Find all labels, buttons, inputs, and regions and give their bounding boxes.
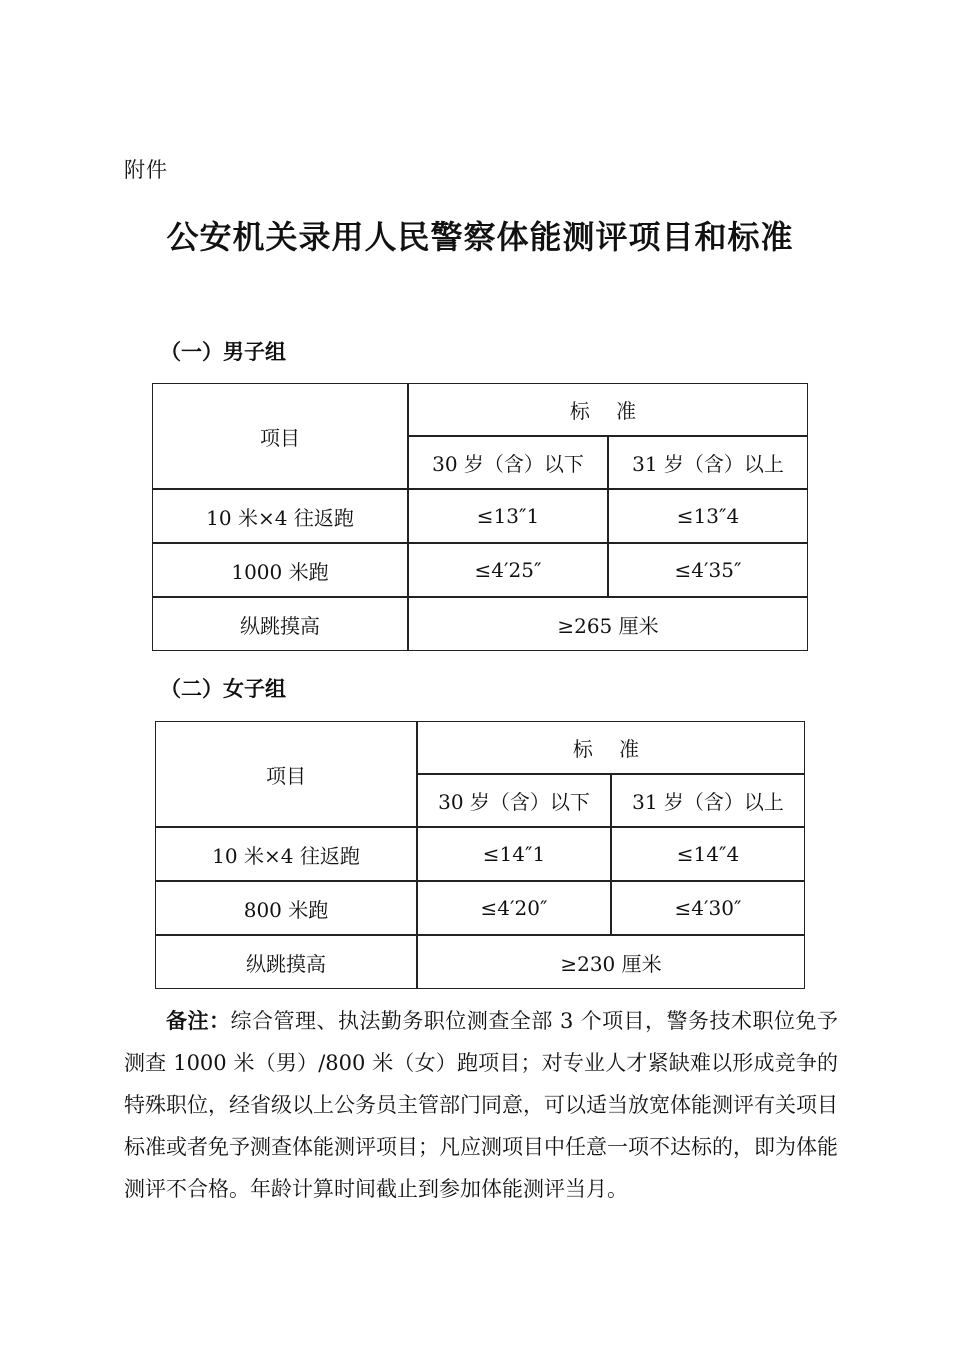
header-item: 项目 (155, 721, 417, 827)
table-row (155, 881, 805, 935)
header-standard: 标 准 (417, 721, 805, 774)
row-item: 纵跳摸高 (152, 597, 408, 651)
row-over: ≤4′35″ (608, 543, 808, 597)
page-title: 公安机关录用人民警察体能测评项目和标准 (166, 218, 794, 256)
row-under: ≤14″1 (417, 827, 611, 881)
row-over: ≤4′30″ (611, 881, 805, 935)
row-under: ≤4′20″ (417, 881, 611, 935)
note-text: 综合管理、执法勤务职位测查全部 3 个项目，警务技术职位免予测查 1000 米（男）/800 米（女）跑项目；对专业人才紧缺难以形成竞争的特殊职位，经省级以上公务员主管部门同意，可以适当放宽体能测评有关项目标准或者免予测查体能测评项目；凡应测项目中任意一项不达标的，即为体能测评不合格。年龄计算时间截止到参加体能测评当月。 (124, 1009, 838, 1201)
header-age-under-30: 30 岁（含）以下 (408, 436, 608, 489)
note-label: 备注： (166, 1009, 231, 1033)
row-over: ≤14″4 (611, 827, 805, 881)
header-standard: 标 准 (408, 383, 808, 436)
row-item: 800 米跑 (155, 881, 417, 935)
female-standards-table (155, 721, 805, 989)
male-standards-table (152, 383, 808, 651)
row-over: ≤13″4 (608, 489, 808, 543)
female-section-label: （二）女子组 (160, 677, 286, 701)
row-under: ≤4′25″ (408, 543, 608, 597)
table-row (152, 489, 808, 543)
row-item: 10 米×4 往返跑 (152, 489, 408, 543)
table-row (155, 827, 805, 881)
male-section-label: （一）男子组 (160, 340, 286, 364)
row-merged-standard: ≥265 厘米 (408, 597, 808, 651)
header-age-over-31: 31 岁（含）以上 (608, 436, 808, 489)
row-item: 10 米×4 往返跑 (155, 827, 417, 881)
table-row (152, 597, 808, 651)
row-item: 1000 米跑 (152, 543, 408, 597)
attachment-label: 附件 (124, 158, 168, 182)
row-item: 纵跳摸高 (155, 935, 417, 989)
note-paragraph (124, 1000, 838, 1210)
header-age-over-31: 31 岁（含）以上 (611, 774, 805, 827)
row-merged-standard: ≥230 厘米 (417, 935, 805, 989)
table-row (152, 543, 808, 597)
table-row (155, 935, 805, 989)
header-item: 项目 (152, 383, 408, 489)
row-under: ≤13″1 (408, 489, 608, 543)
header-age-under-30: 30 岁（含）以下 (417, 774, 611, 827)
